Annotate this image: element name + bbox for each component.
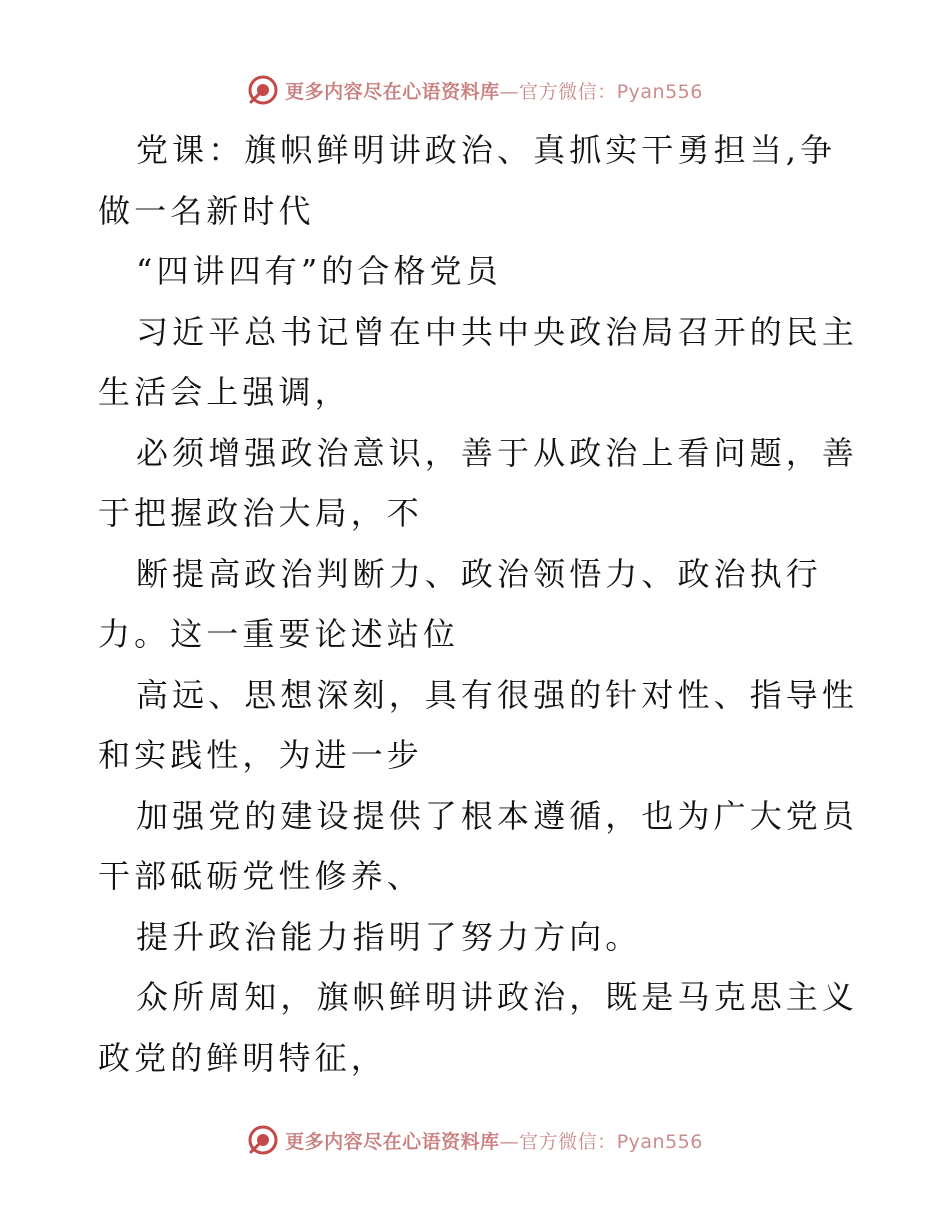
header-watermark: [0, 70, 950, 110]
paragraph: 习近平总书记曾在中共中央政治局召开的民主生活会上强调，: [98, 312, 859, 411]
watermark-text: [285, 77, 703, 104]
paragraph: 众所周知，旗帜鲜明讲政治，既是马克思主义政党的鲜明特征，: [98, 978, 859, 1077]
document-subtitle: “四讲四有”的合格党员: [136, 252, 502, 290]
watermark-dash: —: [499, 1130, 520, 1153]
paragraph: 断提高政治判断力、政治领悟力、政治执行力。这一重要论述站位: [98, 554, 822, 653]
paragraph: 加强党的建设提供了根本遵循，也为广大党员干部砥砺党性修养、: [98, 796, 859, 895]
watermark-lead: 更多内容尽在心语资料库: [285, 80, 500, 103]
document-title: 党课：旗帜鲜明讲政治、真抓实干勇担当,争做一名新时代: [98, 131, 837, 230]
watermark-lead: 更多内容尽在心语资料库: [285, 1130, 500, 1153]
watermark-wechat-id: Pyan556: [616, 80, 703, 103]
footer-watermark: [0, 1120, 950, 1160]
watermark-official: 官方微信：: [519, 80, 617, 103]
document-body: [98, 120, 858, 1088]
watermark-text: [285, 1127, 703, 1154]
paragraph: 高远、思想深刻，具有很强的针对性、指导性和实践性，为进一步: [98, 675, 859, 774]
pen-logo-icon: [247, 74, 279, 106]
watermark-official: 官方微信：: [519, 1130, 617, 1153]
watermark-dash: —: [499, 80, 520, 103]
pen-logo-icon: [247, 1124, 279, 1156]
paragraph: 必须增强政治意识，善于从政治上看问题，善于把握政治大局，不: [98, 433, 859, 532]
watermark-wechat-id: Pyan556: [616, 1130, 703, 1153]
paragraph: 提升政治能力指明了努力方向。: [136, 917, 642, 956]
